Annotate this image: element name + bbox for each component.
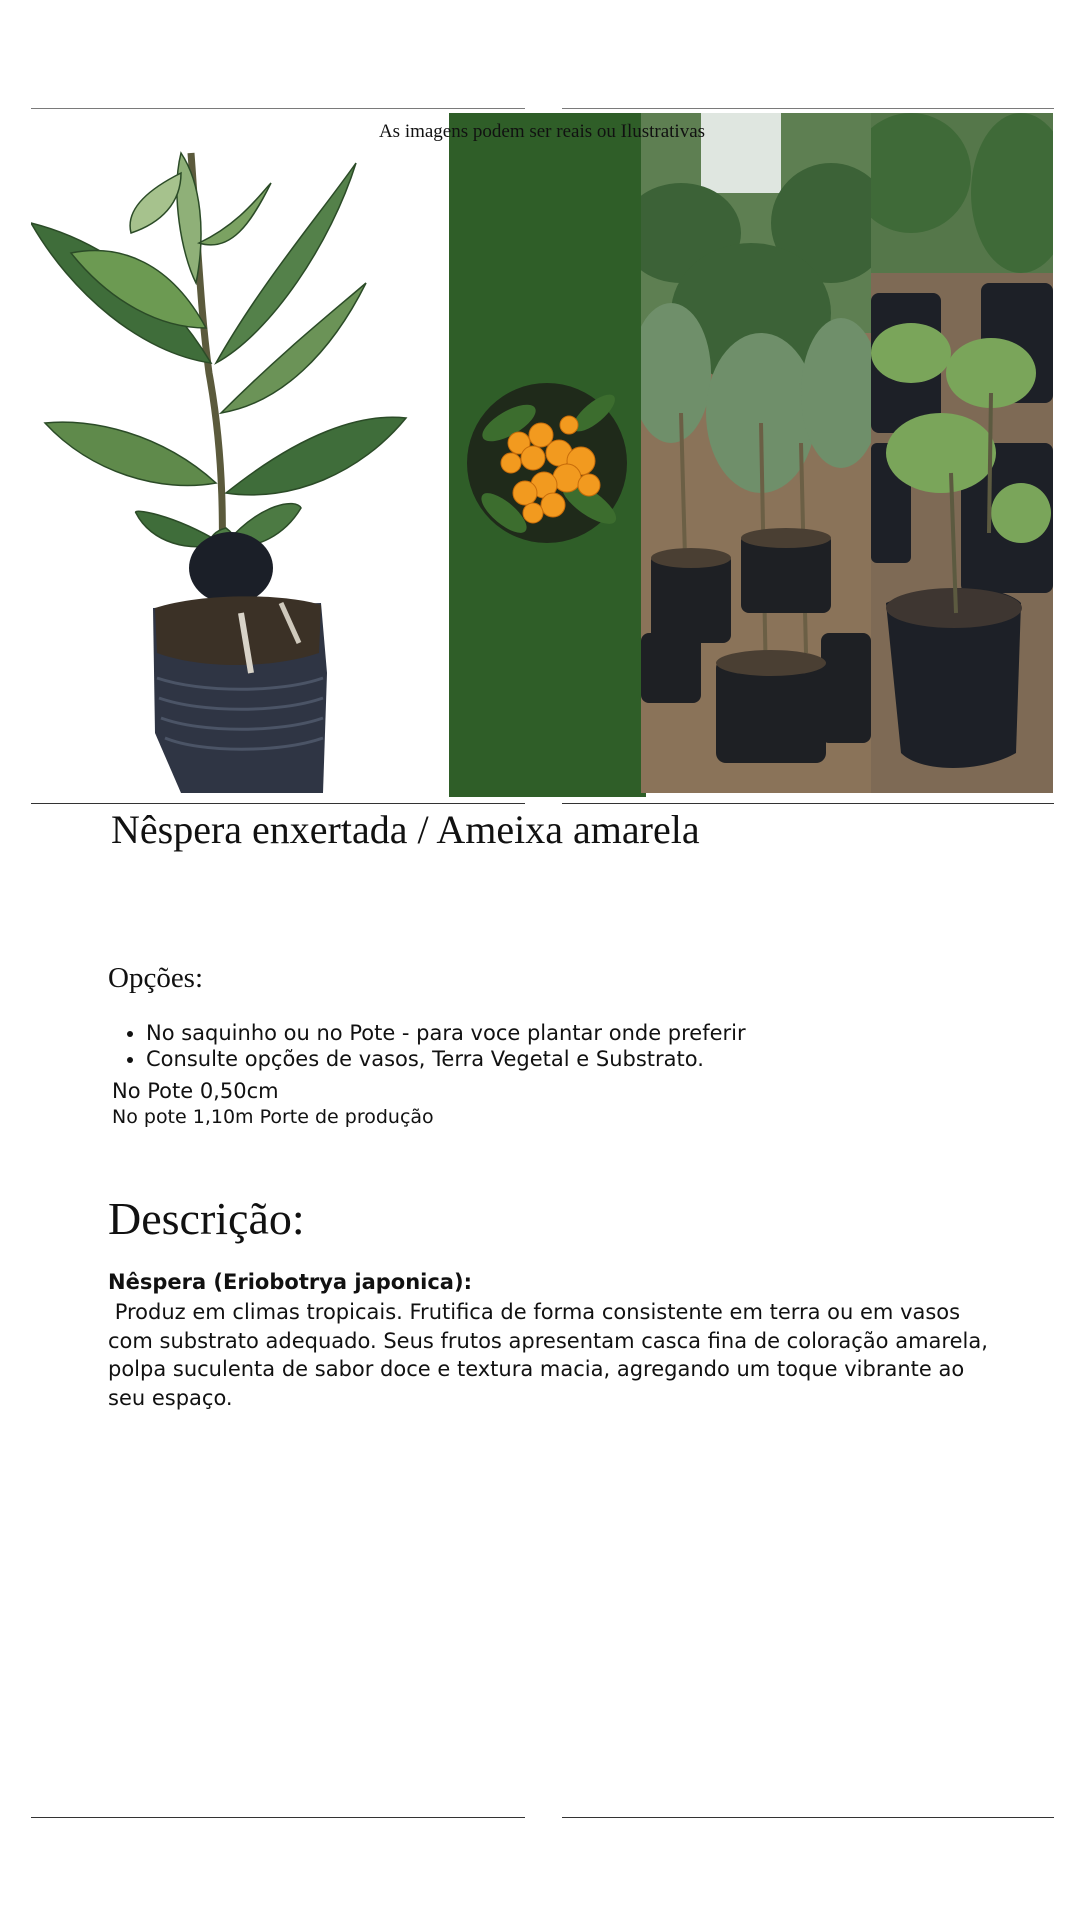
nursery-photo-2 [871,113,1053,793]
image-disclaimer-caption: As imagens podem ser reais ou Ilustrativas [378,121,706,142]
options-list-item: • No saquinho ou no Pote - para voce plantar onde preferir [146,1020,746,1046]
loquat-fruit-icon [449,113,646,797]
pot-option-small: No Pote 0,50cm [112,1079,279,1103]
nursery-photo-1 [641,113,871,793]
options-list-item: • Consulte opções de vasos, Terra Vegetal e Substrato. [146,1046,746,1072]
seedling-photo [31,113,451,793]
nursery-scene [641,113,871,793]
image-bottom-divider-left [31,803,525,804]
footer-divider-right [562,1817,1054,1818]
image-bottom-divider-right [562,803,1054,804]
footer-divider-left [31,1817,525,1818]
top-divider-right [562,108,1054,109]
description-species-name: Nêspera (Eriobotrya japonica): [108,1270,472,1294]
options-list [108,1020,746,1072]
top-divider-left [31,108,525,109]
nursery-scene-closeup [871,113,1053,793]
product-title: Nêspera enxertada / Ameixa amarela [111,807,700,852]
seedling-illustration [31,113,451,793]
pot-option-large: No pote 1,10m Porte de produção [112,1106,434,1128]
product-image-gallery [31,113,1053,793]
description-text: Produz em climas tropicais. Frutifica de forma consistente em terra ou em vasos com substrato adequado. Seus frutos apresentam casca fina de coloração amarela, polpa suculenta de sabor doce e textura macia, agregando um toque vibrante ao seu espaço. [108,1300,995,1410]
options-heading: Opções: [108,962,204,994]
description-heading: Descrição: [108,1193,305,1244]
fruit-highlight-panel [449,113,646,797]
